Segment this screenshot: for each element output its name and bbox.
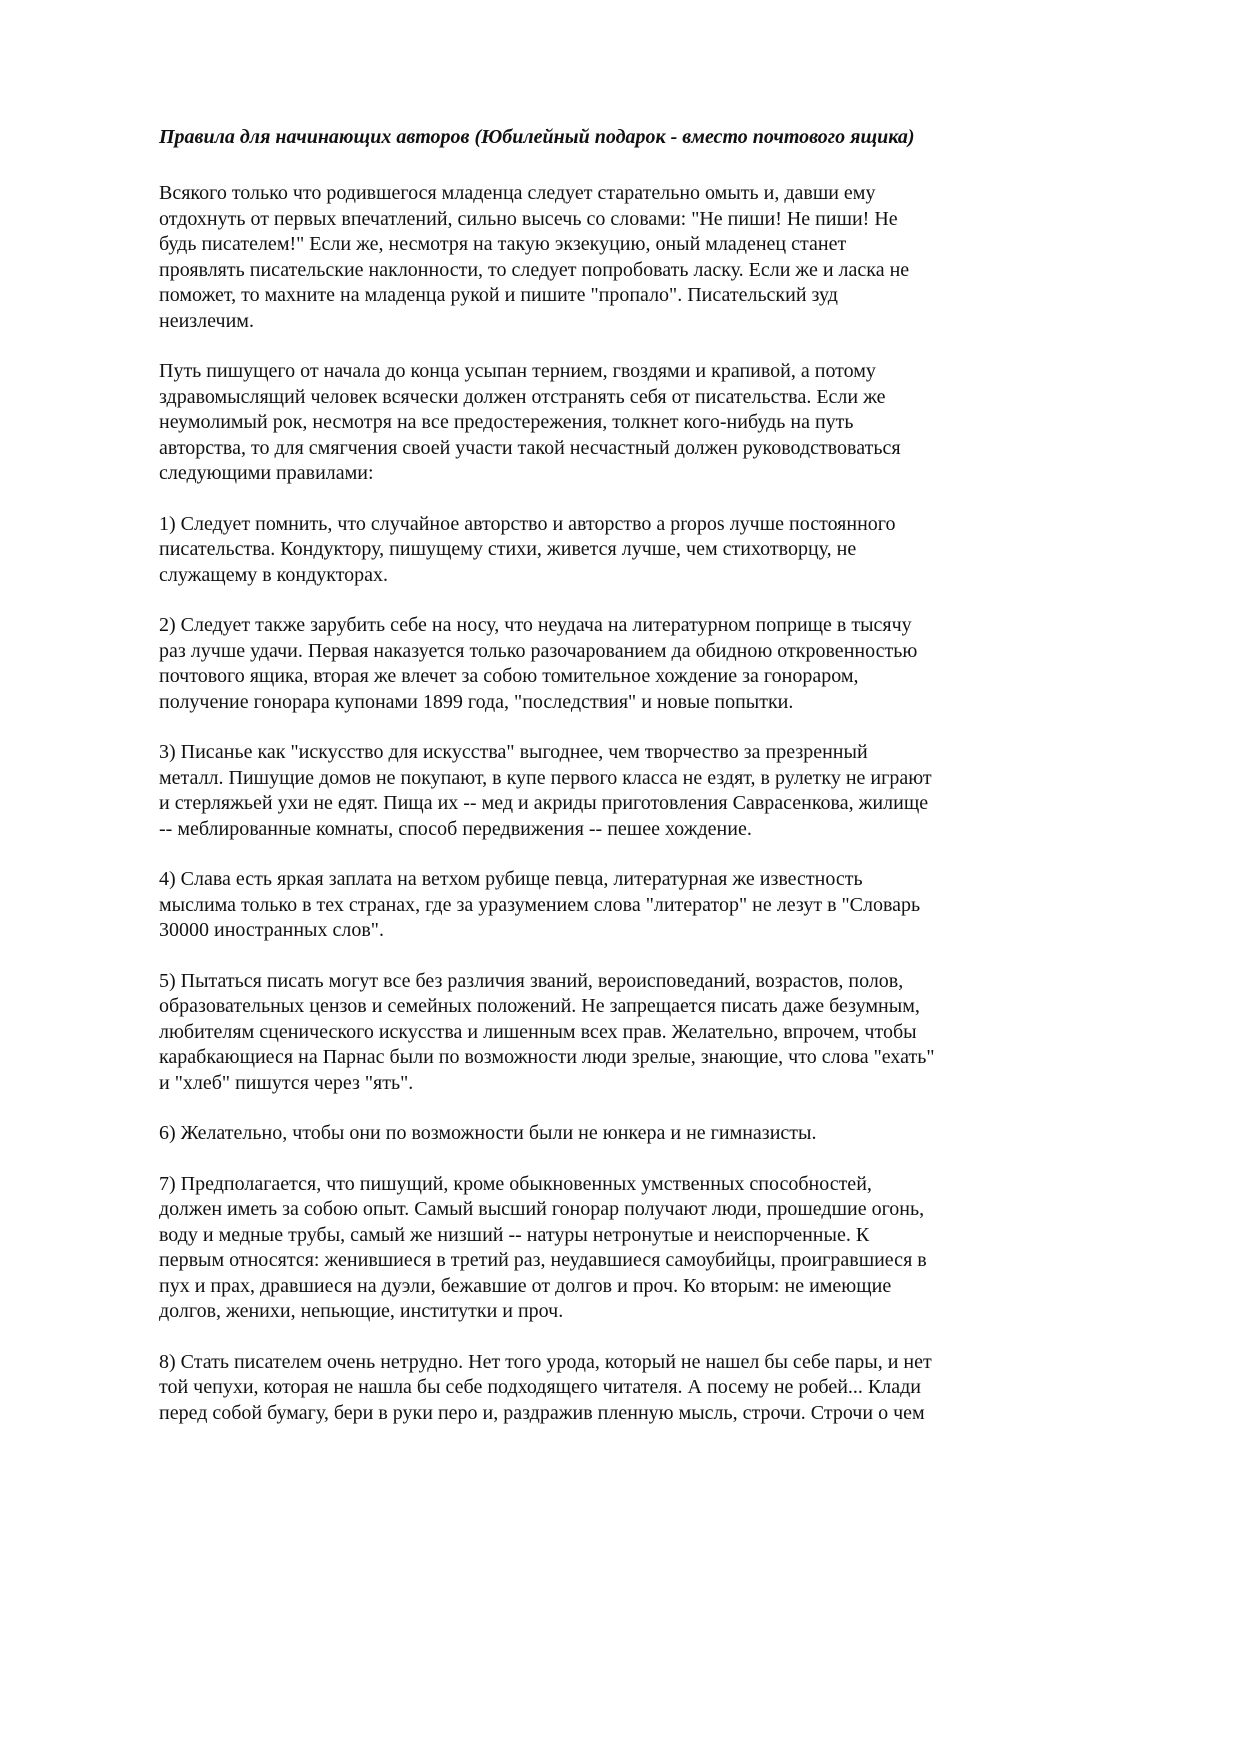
text-line: той чепухи, которая не нашла бы себе подходящего читателя. А посему не робей... Клади [159, 1376, 922, 1398]
paragraph [159, 1172, 1039, 1325]
text-line: образовательных цензов и семейных положений. Не запрещается писать даже безумным, [159, 995, 920, 1017]
text-line: и "хлеб" пишутся через "ять". [159, 1071, 414, 1094]
text-line: -- меблированные комнаты, способ передвижения -- пешее хождение. [159, 817, 752, 840]
paragraph [159, 1121, 1039, 1147]
text-line: следующими правилами: [159, 462, 374, 484]
text-line: 5) Пытаться писать могут все без различия званий, вероисповеданий, возрастов, полов, [159, 969, 904, 992]
paragraph [159, 969, 1039, 1097]
text-line: 4) Слава есть яркая заплата на ветхом рубище певца, литературная же известность [159, 868, 863, 890]
text-line: почтового ящика, вторая же влечет за собою томительное хождение за гонораром, [159, 665, 859, 687]
text-line: долгов, женихи, непьющие, институтки и проч. [159, 1300, 564, 1322]
text-line: проявлять писательские наклонности, то следует попробовать ласку. Если же и ласка не [159, 258, 910, 281]
text-line: Всякого только что родившегося младенца следует старательно омыть и, давши ему [159, 182, 876, 204]
text-line: будь писателем!" Если же, несмотря на такую экзекуцию, оный младенец станет [159, 233, 847, 255]
document-title: Правила для начинающих авторов (Юбилейный подарок - вместо почтового ящика) [159, 126, 915, 148]
text-line: 6) Желательно, чтобы они по возможности были не юнкера и не гимназисты. [159, 1122, 817, 1144]
text-line: 30000 иностранных слов". [159, 919, 384, 941]
text-line: первым относятся: женившиеся в третий раз, неудавшиеся самоубийцы, проигравшиеся в [159, 1249, 927, 1271]
document-body [159, 124, 1039, 1451]
paragraph [159, 867, 1039, 944]
text-line: получение гонорара купонами 1899 года, "последствия" и новые попытки. [159, 690, 794, 713]
paragraph-list [159, 181, 1039, 1426]
text-line: воду и медные трубы, самый же низший -- натуры нетронутые и неиспорченные. К [159, 1223, 870, 1246]
text-line: служащему в кондукторах. [159, 563, 389, 586]
text-line: поможет, то махните на младенца рукой и пишите "пропало". Писательский зуд [159, 284, 838, 306]
text-line: и стерляжьей ухи не едят. Пища их -- мед и акриды приготовления Саврасенкова, жилище [159, 792, 929, 814]
text-line: 1) Следует помнить, что случайное авторство и авторство a propos лучше постоянного [159, 512, 896, 535]
paragraph [159, 181, 1039, 334]
text-line: отдохнуть от первых впечатлений, сильно высечь со словами: "Не пиши! Не пиши! Не [159, 207, 898, 230]
text-line: карабкающиеся на Парнас были по возможности люди зрелые, знающие, что слова "ехать" [159, 1046, 935, 1068]
paragraph [159, 359, 1039, 487]
text-line: 3) Писанье как "искусство для искусства" выгоднее, чем творчество за презренный [159, 741, 868, 763]
paragraph [159, 613, 1039, 715]
text-line: должен иметь за собою опыт. Самый высший гонорар получают люди, прошедшие огонь, [159, 1198, 925, 1220]
text-line: мыслима только в тех странах, где за уразумением слова "литератор" не лезут в "Словарь [159, 893, 921, 916]
paragraph [159, 740, 1039, 842]
text-line: писательства. Кондуктору, пишущему стихи, живется лучше, чем стихотворцу, не [159, 538, 857, 560]
paragraph [159, 512, 1039, 589]
paragraph [159, 1350, 1039, 1427]
text-line: любителям сценического искусства и лишенным всех прав. Желательно, впрочем, чтобы [159, 1020, 917, 1043]
text-line: раз лучше удачи. Первая наказуется только разочарованием да обидною откровенностью [159, 639, 918, 662]
text-line: металл. Пишущие домов не покупают, в купе первого класса не ездят, в рулетку не играют [159, 766, 932, 789]
text-line: перед собой бумагу, бери в руки перо и, раздражив пленную мысль, строчи. Строчи о чем [159, 1401, 925, 1424]
text-line: Путь пишущего от начала до конца усыпан тернием, гвоздями и крапивой, а потому [159, 360, 876, 382]
text-line: 7) Предполагается, что пишущий, кроме обыкновенных умственных способностей, [159, 1172, 872, 1195]
text-line: неумолимый рок, несмотря на все предостережения, толкнет кого-нибудь на путь [159, 411, 854, 433]
text-line: авторства, то для смягчения своей участи такой несчастный должен руководствоваться [159, 436, 901, 459]
text-line: неизлечим. [159, 309, 254, 332]
text-line: 8) Стать писателем очень нетрудно. Нет того урода, который не нашел бы себе пары, и нет [159, 1350, 932, 1373]
text-line: 2) Следует также зарубить себе на носу, что неудача на литературном поприще в тысячу [159, 614, 912, 636]
text-line: здравомыслящий человек всячески должен отстранять себя от писательства. Если же [159, 385, 886, 408]
text-line: пух и прах, дравшиеся на дуэли, бежавшие от долгов и проч. Ко вторым: не имеющие [159, 1274, 892, 1297]
